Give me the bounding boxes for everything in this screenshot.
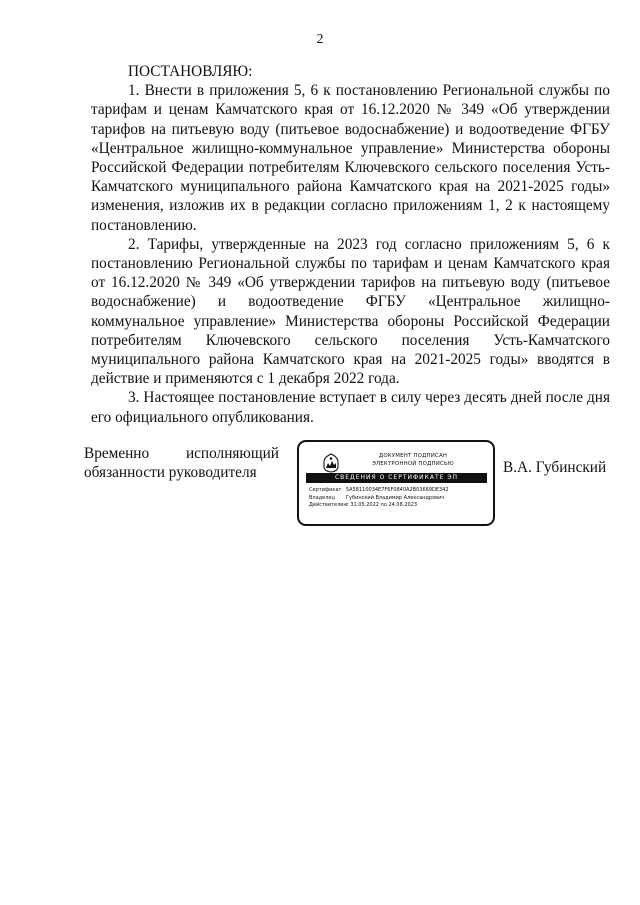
- stamp-row-label: Сертификат: [309, 487, 342, 493]
- stamp-header-line-2: ЭЛЕКТРОННОЙ ПОДПИСЬЮ: [372, 460, 454, 467]
- stamp-row: [309, 487, 449, 495]
- stamp-row-value: Губинский Владимир Александрович: [346, 494, 445, 501]
- stamp-banner: СВЕДЕНИЯ О СЕРТИФИКАТЕ ЭП: [306, 473, 487, 483]
- stamp-row-label: Действителен: [309, 502, 347, 508]
- stamp-header: [349, 453, 477, 468]
- stamp-row: [309, 495, 449, 503]
- paragraph-3: 3. Настоящее постановление вступает в силу через десять дней после дня его официального опубликования.: [91, 389, 610, 426]
- signatory-name: В.А. Губинский: [503, 459, 607, 476]
- decree-word: ПОСТАНОВЛЯЮ:: [128, 63, 253, 80]
- signatory-position: [84, 444, 279, 482]
- coat-of-arms-icon: [321, 453, 341, 473]
- paragraph-1: 1. Внести в приложения 5, 6 к постановлению Региональной службы по тарифам и ценам Камчатского края от 16.12.2020 № 349 «Об утверждении тарифов на питьевую воду (питьевое водоснабжение) и водоотведение ФГБУ «Центральное жилищно-коммунальное управление» Министерства обороны Российской Федерации потребителям Ключевского сельского поселения Усть-Камчатского муниципального района Камчатского края на 2021-2025 годы» изменения, изложив их в редакции согласно приложениям 1, 2 к настоящему постановлению.: [91, 82, 610, 234]
- position-word-1: Временно: [84, 445, 150, 462]
- stamp-header-line-1: ДОКУМЕНТ ПОДПИСАН: [378, 453, 448, 459]
- position-line-2: обязанности руководителя: [84, 464, 257, 482]
- page-number: 2: [316, 32, 324, 47]
- stamp-details: [309, 487, 449, 510]
- stamp-row-value: с 31.05.2022 по 24.08.2023: [346, 502, 418, 508]
- position-word-2: исполняющий: [185, 445, 279, 462]
- stamp-row-label: Владелец: [309, 494, 335, 501]
- stamp-row: [309, 502, 449, 510]
- stamp-row-value: 5A58110034E7F6F0840A2B03669DE342: [346, 487, 449, 493]
- electronic-signature-stamp: [297, 440, 495, 526]
- document-body: [91, 62, 610, 427]
- paragraph-2: 2. Тарифы, утвержденные на 2023 год согласно приложениям 5, 6 к постановлению Региональной службы по тарифам и ценам Камчатского края от 16.12.2020 № 349 «Об утверждении тарифов на питьевую воду (питьевое водоснабжение) и водоотведение ФГБУ «Центральное жилищно-коммунальное управление» Министерства обороны Российской Федерации потребителям Ключевского сельского поселения Усть-Камчатского муниципального района Камчатского края на 2021-2025 годы» вводятся в действие и применяются с 1 декабря 2022 года.: [91, 235, 610, 388]
